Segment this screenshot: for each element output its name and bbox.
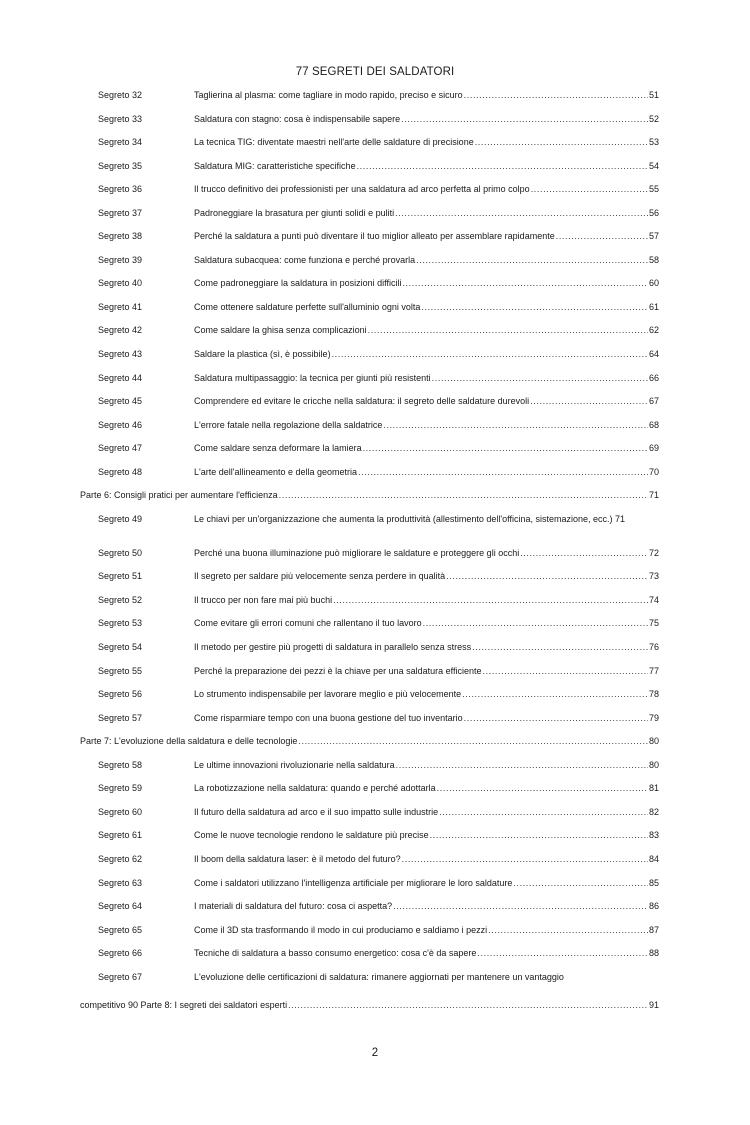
toc-entry-line [194,782,659,794]
dot-leader [288,999,648,1011]
toc-entry-label: Segreto 64 [98,901,143,912]
toc-entry [0,759,750,783]
toc-entry-page: 76 [648,642,659,653]
toc-entry-line [194,806,659,818]
dot-leader [432,372,648,384]
dot-leader [421,301,648,313]
dot-leader [279,489,648,501]
dot-leader [423,617,648,629]
toc-entry-title: L'evoluzione delle certificazioni di saldatura: rimanere aggiornati per mantenere un vantaggio [194,971,564,982]
page-title: 77 SEGRETI DEI SALDATORI [295,66,455,78]
toc-part-title: Parte 7: L'evoluzione della saldatura e delle tecnologie [80,736,298,747]
toc-part-heading [0,489,750,513]
toc-entry-line [194,207,659,219]
toc-entry-label: Segreto 65 [98,924,143,935]
toc-entry [0,947,750,971]
toc-entry-page: 68 [648,419,659,430]
dot-leader [446,570,648,582]
toc-continuation-line [80,999,659,1011]
toc-entry-line [194,183,659,195]
toc-entry-title: Come ottenere saldature perfette sull'alluminio ogni volta [194,301,421,312]
dot-leader [402,853,648,865]
toc-entry-page: 87 [648,924,659,935]
toc-entry-page: 61 [648,301,659,312]
dot-leader [363,442,648,454]
toc-entry-label: Segreto 44 [98,372,143,383]
toc-entry-label: Segreto 60 [98,806,143,817]
toc-entry-label: Segreto 42 [98,325,143,336]
toc-entry-title: Il trucco definitivo dei professionisti per una saldatura ad arco perfetta al primo colpo [194,184,530,195]
toc-entry-line [194,665,659,677]
toc-entry-page: 77 [648,665,659,676]
toc-entry-line [194,759,659,771]
dot-leader [401,113,648,125]
toc-entry-page: 62 [648,325,659,336]
toc-entry-line [194,395,659,407]
toc-entry-page: 75 [648,618,659,629]
toc-entry-label: Segreto 39 [98,254,143,265]
toc-entry [0,136,750,160]
toc-entry-label: Segreto 36 [98,184,143,195]
toc-entry-label: Segreto 62 [98,853,143,864]
toc-entry [0,971,750,999]
toc-entry [0,712,750,736]
dot-leader [464,89,648,101]
toc-entry [0,641,750,665]
toc-part-page: 80 [648,736,659,747]
toc-entry-title: I materiali di saldatura del futuro: cosa ci aspetta? [194,901,393,912]
toc-continuation-page: 91 [648,999,659,1010]
toc-entry-page: 85 [648,877,659,888]
dot-leader [475,136,648,148]
toc-entry-label: Segreto 33 [98,113,143,124]
toc-entry [0,324,750,348]
dot-leader [483,665,648,677]
dot-leader [530,395,648,407]
toc-entry-line [194,547,659,559]
dot-leader [513,877,648,889]
toc-entry-title: Saldatura multipassaggio: la tecnica per giunti più resistenti [194,372,431,383]
dot-leader [464,712,648,724]
toc-entry [0,89,750,113]
dot-leader [395,207,648,219]
toc-entry-label: Segreto 32 [98,90,143,100]
toc-entry [0,513,750,547]
toc-entry [0,829,750,853]
toc-entry-title: Saldatura con stagno: cosa è indispensabile sapere [194,113,401,124]
dot-leader [393,900,648,912]
dot-leader [298,735,648,747]
toc-entry-title: La robotizzazione nella saldatura: quando e perché adottarla [194,783,436,794]
toc-entry-page: 79 [648,712,659,723]
toc-entry [0,277,750,301]
toc-entry-label: Segreto 40 [98,278,143,289]
toc-entry-title: Il boom della saldatura laser: è il metodo del futuro? [194,853,401,864]
toc-entry-label: Segreto 56 [98,689,143,700]
toc-entry-title: Saldare la plastica (sì, è possibile) [194,349,331,360]
toc-entry-page: 86 [648,901,659,912]
toc-entry-page: 60 [648,278,659,289]
toc-entry-page: 69 [648,443,659,454]
toc-entry-line [194,230,659,242]
dot-leader [333,594,648,606]
dot-leader [357,160,648,172]
toc-entry-line [194,641,659,653]
toc-entry-title: Perché una buona illuminazione può migliorare le saldature e proteggere gli occhi [194,547,520,558]
toc-entry [0,372,750,396]
toc-entry [0,419,750,443]
toc-entry-title: Il metodo per gestire più progetti di saldatura in parallelo senza stress [194,642,472,653]
toc-entry-label: Segreto 49 [98,513,143,524]
toc-entry [0,877,750,901]
toc-entry-line [194,160,659,172]
toc-entry [0,547,750,571]
dot-leader [396,759,648,771]
page-number: 2 [371,1047,379,1059]
toc-entry [0,782,750,806]
toc-entry-label: Segreto 53 [98,618,143,629]
toc-entry-label: Segreto 57 [98,712,143,723]
toc-entry-label: Segreto 58 [98,759,143,770]
toc-entry-line [194,947,659,959]
dot-leader [439,806,648,818]
toc-entry-title: Come risparmiare tempo con una buona gestione del tuo inventario [194,712,463,723]
toc-entry-label: Segreto 61 [98,830,143,841]
toc-entry-page: 55 [648,184,659,195]
toc-entry-page: 58 [648,254,659,265]
toc-entry-label: Segreto 38 [98,231,143,242]
toc-entry-line [194,829,659,841]
dot-leader [368,324,648,336]
toc-entry-line [194,89,659,101]
toc-entry [0,395,750,419]
toc-entry-title: L'arte dell'allineamento e della geometria [194,466,358,477]
toc-entry-label: Segreto 34 [98,137,143,148]
toc-entry-page: 84 [648,853,659,864]
toc-entry-line [194,900,659,912]
toc-entry-label: Segreto 45 [98,396,143,407]
toc-entry-page: 72 [648,547,659,558]
toc-part-line [80,489,659,501]
toc-entry-page: 67 [648,396,659,407]
toc-entry-title: Taglierina al plasma: come tagliare in modo rapido, preciso e sicuro [194,90,463,100]
toc-entry-label: Segreto 63 [98,877,143,888]
toc-entry-title: Le ultime innovazioni rivoluzionarie nella saldatura [194,759,395,770]
toc-entry-title: Il futuro della saldatura ad arco e il suo impatto sulle industrie [194,806,439,817]
toc-entry-title: Saldatura MIG: caratteristiche specifiche [194,160,356,171]
toc-entry-label: Segreto 37 [98,207,143,218]
toc-entry-line [194,688,659,700]
toc-entry-label: Segreto 52 [98,594,143,605]
table-of-contents [0,89,750,1022]
toc-entry-line [194,594,659,606]
toc-entry [0,254,750,278]
dot-leader [556,230,648,242]
toc-entry [0,113,750,137]
toc-part-page: 71 [648,490,659,501]
toc-entry-page: 74 [648,594,659,605]
dot-leader [472,641,648,653]
toc-entry-page: 83 [648,830,659,841]
toc-entry [0,570,750,594]
toc-entry-title: Padroneggiare la brasatura per giunti solidi e puliti [194,207,395,218]
toc-entry-title: Comprendere ed evitare le cricche nella saldatura: il segreto delle saldature durevoli [194,396,530,407]
toc-entry [0,617,750,641]
toc-entry-line [194,924,659,936]
toc-entry-title: Come saldare senza deformare la lamiera [194,443,362,454]
dot-leader [430,829,648,841]
toc-entry-page: 78 [648,689,659,700]
toc-entry [0,853,750,877]
toc-entry-label: Segreto 41 [98,301,143,312]
toc-entry-line [194,348,659,360]
dot-leader [358,466,648,478]
toc-entry-line [194,136,659,148]
toc-entry-label: Segreto 54 [98,642,143,653]
dot-leader [520,547,648,559]
toc-continuation [0,999,750,1023]
toc-entry-page: 64 [648,349,659,360]
toc-entry-page: 88 [648,948,659,959]
toc-entry-title: Come saldare la ghisa senza complicazioni [194,325,367,336]
toc-entry-label: Segreto 51 [98,571,143,582]
toc-continuation-text: competitivo 90 Parte 8: I segreti dei saldatori esperti [80,999,288,1010]
toc-entry-label: Segreto 59 [98,783,143,794]
toc-entry [0,301,750,325]
toc-entry-label: Segreto 50 [98,547,143,558]
dot-leader [488,924,648,936]
toc-entry-label: Segreto 67 [98,971,143,982]
dot-leader [437,782,648,794]
toc-entry-page: 56 [648,207,659,218]
toc-entry-title: Il segreto per saldare più velocemente senza perdere in qualità [194,571,446,582]
toc-entry-line [194,372,659,384]
toc-entry-page: 57 [648,231,659,242]
toc-entry-title: Come padroneggiare la saldatura in posizioni difficili [194,278,402,289]
toc-part-title: Parte 6: Consigli pratici per aumentare l'efficienza [80,490,278,501]
toc-entry-title: Come i saldatori utilizzano l'intelligenza artificiale per migliorare le loro saldature [194,877,513,888]
toc-part-line [80,735,659,747]
toc-entry-label: Segreto 66 [98,948,143,959]
dot-leader [383,419,648,431]
toc-entry-title: L'errore fatale nella regolazione della saldatrice [194,419,383,430]
dot-leader [332,348,648,360]
toc-entry-title: Saldatura subacquea: come funziona e perché provarla [194,254,416,265]
toc-entry-line [194,466,659,478]
dot-leader [402,277,648,289]
toc-entry [0,900,750,924]
toc-entry-line [194,254,659,266]
toc-entry [0,348,750,372]
dot-leader [531,183,648,195]
toc-entry-title: Perché la preparazione dei pezzi è la chiave per una saldatura efficiente [194,665,482,676]
toc-entry-page: 81 [648,783,659,794]
toc-entry-line [194,877,659,889]
toc-entry-page: 80 [648,759,659,770]
toc-entry-title: Come le nuove tecnologie rendono le saldature più precise [194,830,429,841]
toc-entry-line [194,277,659,289]
dot-leader [416,254,648,266]
toc-entry-line [194,301,659,313]
toc-entry-label: Segreto 35 [98,160,143,171]
toc-entry [0,594,750,618]
toc-entry-title: La tecnica TIG: diventate maestri nell'arte delle saldature di precisione [194,137,474,148]
toc-entry-line [194,113,659,125]
toc-entry-page: 70 [648,466,659,477]
toc-entry [0,688,750,712]
toc-entry [0,665,750,689]
toc-entry-title: Lo strumento indispensabile per lavorare meglio e più velocemente [194,689,462,700]
toc-entry-page: 54 [648,160,659,171]
toc-entry-page: 66 [648,372,659,383]
toc-entry [0,924,750,948]
toc-entry [0,466,750,490]
toc-entry-line [194,442,659,454]
toc-entry-line [194,617,659,629]
toc-entry [0,183,750,207]
toc-entry-line [194,419,659,431]
toc-entry-page: 51 [648,90,659,100]
toc-entry-page: 53 [648,137,659,148]
toc-entry-label: Segreto 46 [98,419,143,430]
toc-entry-title: Il trucco per non fare mai più buchi [194,594,333,605]
toc-entry-line [194,712,659,724]
toc-entry-title: Tecniche di saldatura a basso consumo energetico: cosa c'è da sapere [194,948,477,959]
toc-entry [0,160,750,184]
toc-entry-line [194,324,659,336]
dot-leader [462,688,648,700]
toc-entry [0,230,750,254]
toc-entry [0,207,750,231]
toc-entry-title: Le chiavi per un'organizzazione che aumenta la produttività (allestimento dell'officina, sistemazione, ecc.) 71 [194,513,626,524]
toc-entry [0,442,750,466]
toc-entry-page: 52 [648,113,659,124]
toc-entry-page: 73 [648,571,659,582]
toc-part-heading [0,735,750,759]
toc-entry-page: 82 [648,806,659,817]
toc-entry-title: Come il 3D sta trasformando il modo in cui produciamo e saldiamo i pezzi [194,924,488,935]
toc-entry-title: Perché la saldatura a punti può diventare il tuo miglior alleato per assemblare rapidamente [194,231,555,242]
toc-entry-line [194,853,659,865]
toc-entry-label: Segreto 43 [98,349,143,360]
dot-leader [477,947,648,959]
toc-entry-label: Segreto 47 [98,443,143,454]
toc-entry-title: Come evitare gli errori comuni che rallentano il tuo lavoro [194,618,422,629]
toc-entry [0,806,750,830]
toc-entry-line [194,570,659,582]
toc-entry-label: Segreto 48 [98,466,143,477]
toc-entry-label: Segreto 55 [98,665,143,676]
